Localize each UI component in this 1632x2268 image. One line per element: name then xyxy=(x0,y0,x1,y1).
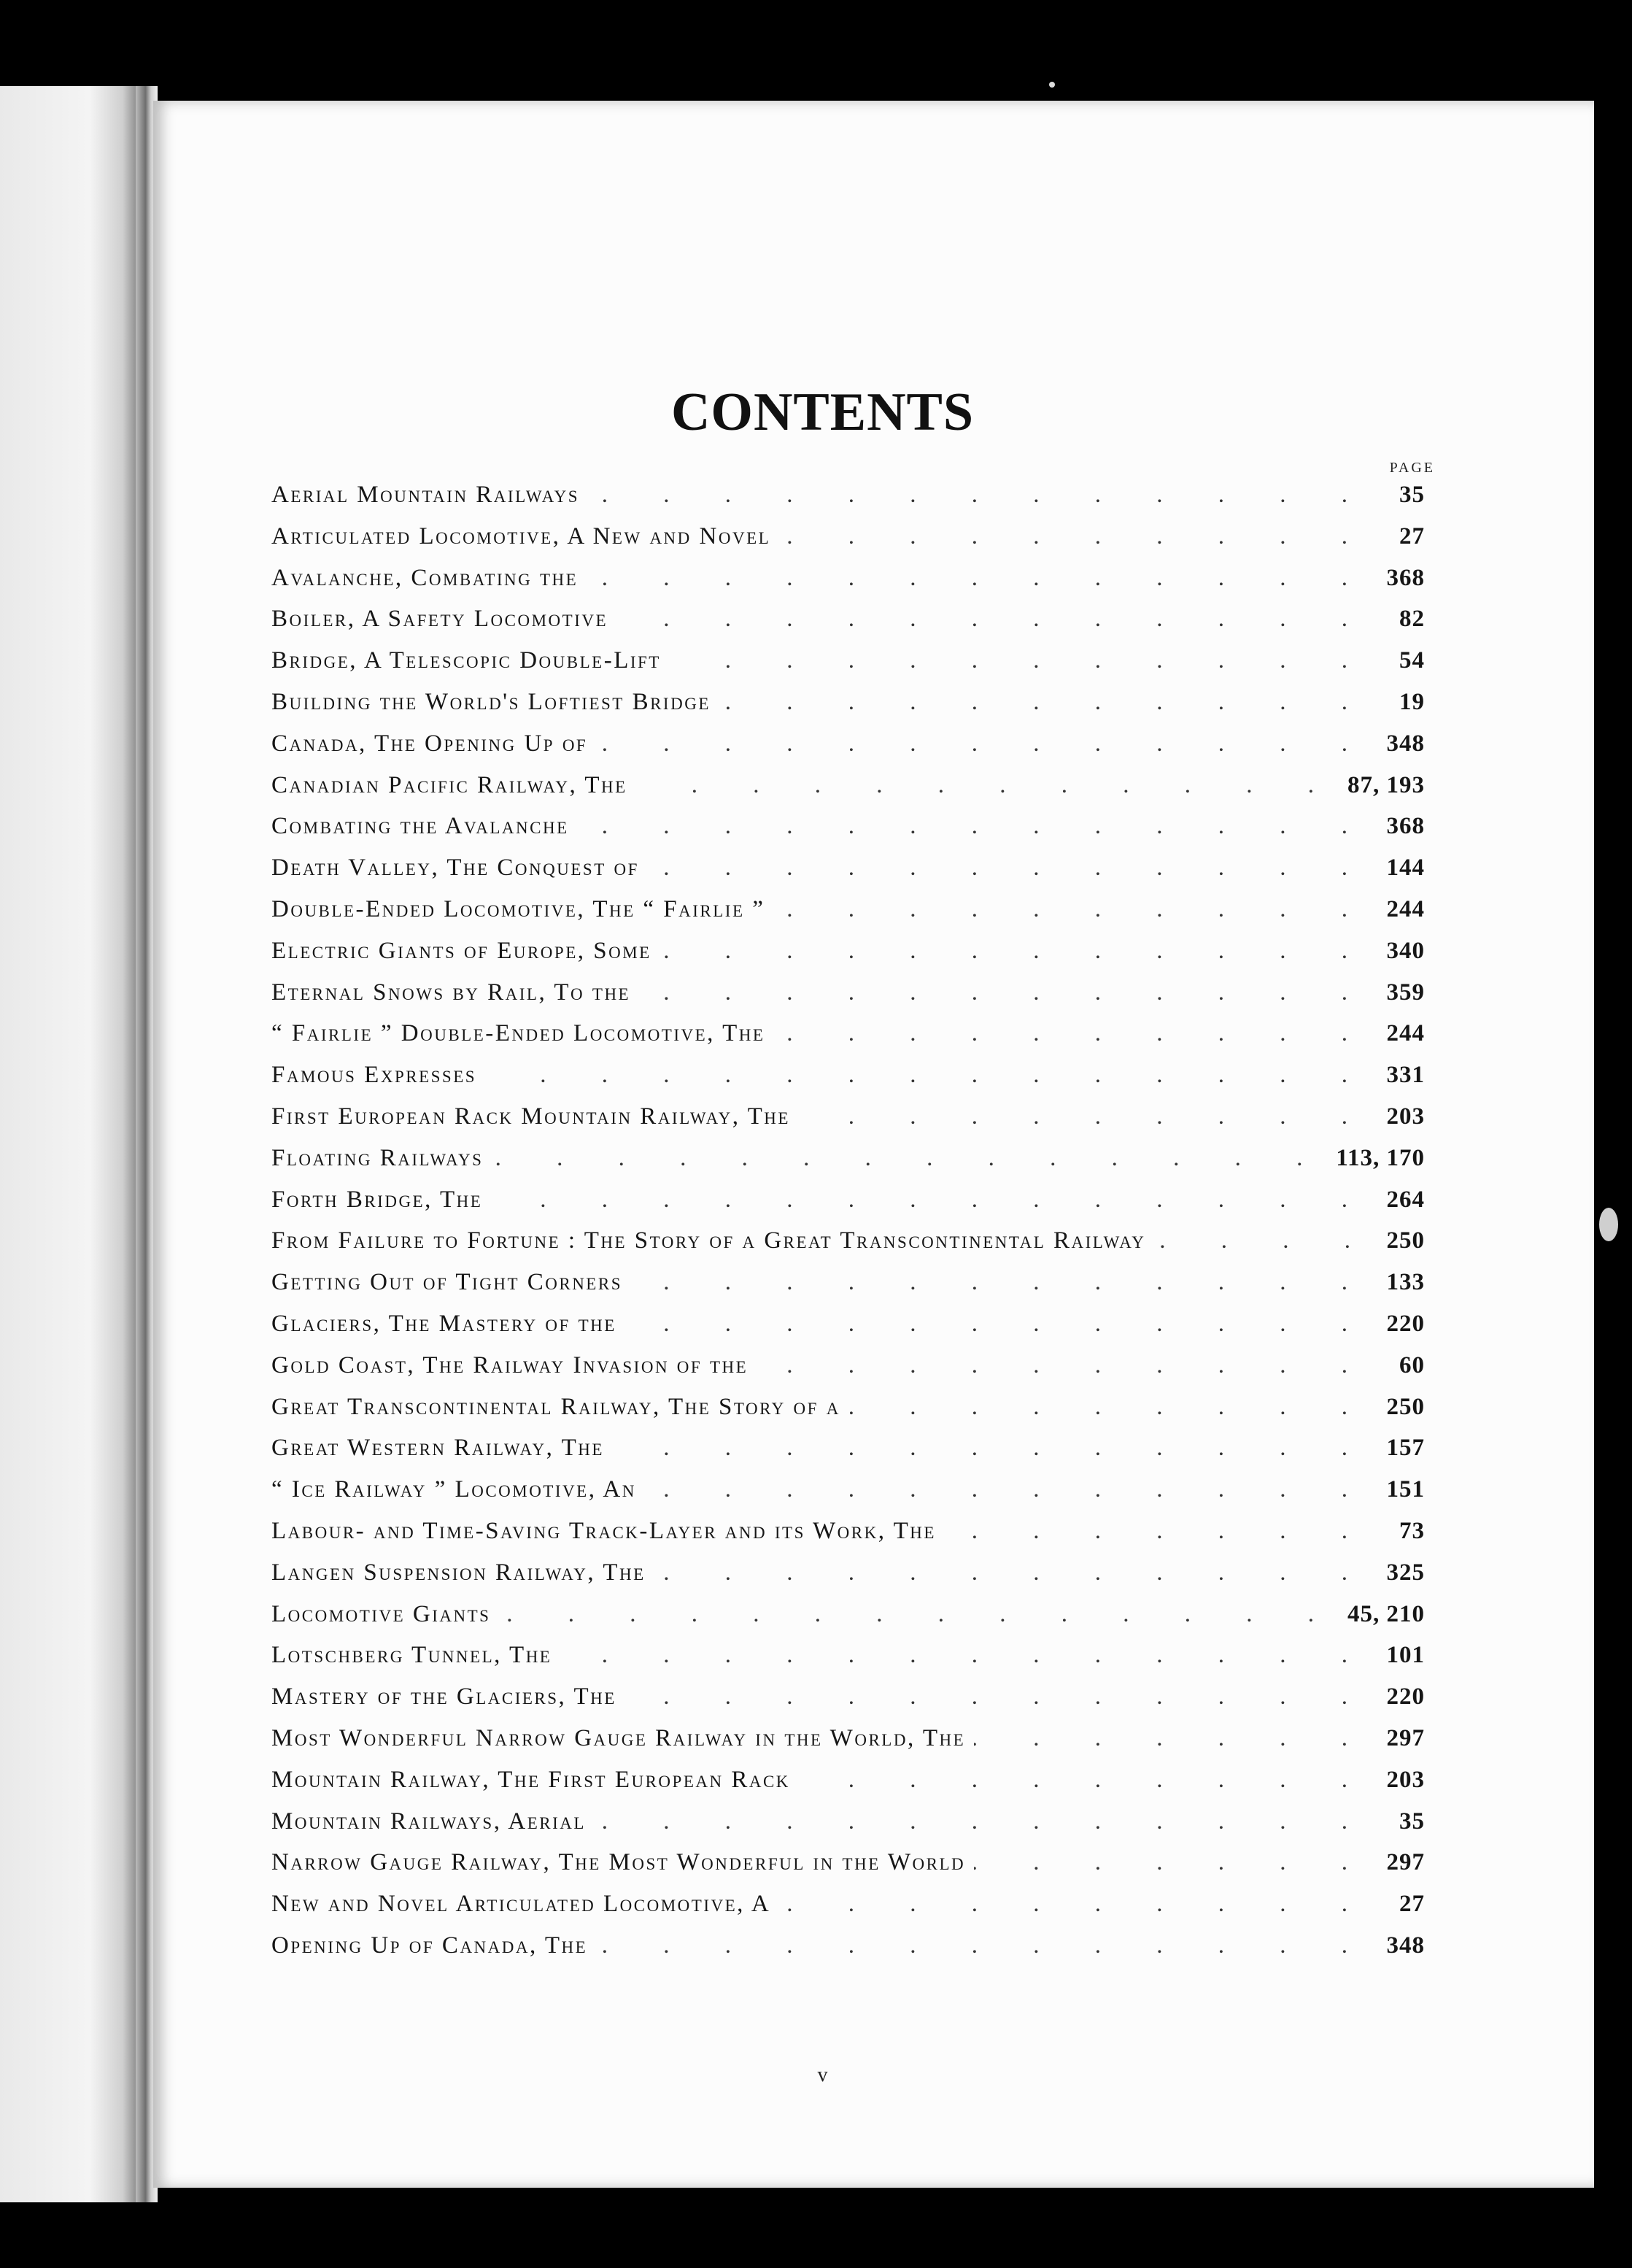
entry-title: From Failure to Fortune : The Story of a Great Transcontinental Railway xyxy=(271,1227,1146,1254)
page-number: 250 xyxy=(1386,1227,1425,1254)
dot-leader xyxy=(670,647,1372,674)
page-number: 368 xyxy=(1386,813,1425,840)
dot-leader xyxy=(779,1891,1372,1918)
entry-title: Boiler, A Safety Locomotive xyxy=(271,606,608,633)
list-item[interactable] xyxy=(271,1642,1425,1683)
list-item[interactable] xyxy=(271,1352,1425,1394)
entry-title: Forth Bridge, The xyxy=(271,1186,483,1213)
page-number: 264 xyxy=(1386,1186,1425,1213)
entry-title: Electric Giants of Europe, Some xyxy=(271,937,651,964)
list-item[interactable] xyxy=(271,1849,1425,1891)
list-item[interactable] xyxy=(271,523,1425,565)
dot-leader xyxy=(945,1518,1372,1545)
list-item[interactable] xyxy=(271,1767,1425,1808)
entry-title: Aerial Mountain Railways xyxy=(271,482,579,508)
dot-leader xyxy=(625,1311,1372,1338)
page-number: 35 xyxy=(1399,482,1425,508)
page-number: 144 xyxy=(1386,855,1425,882)
page-number: 297 xyxy=(1386,1849,1425,1876)
list-item[interactable] xyxy=(271,482,1425,523)
dot-leader xyxy=(491,1187,1372,1214)
page-number: 35 xyxy=(1399,1808,1425,1835)
page-number: 203 xyxy=(1386,1103,1425,1130)
page-number: 340 xyxy=(1386,937,1425,964)
entry-title: Getting Out of Tight Corners xyxy=(271,1269,622,1296)
entry-title: “ Ice Railway ” Locomotive, An xyxy=(271,1476,636,1503)
list-item[interactable] xyxy=(271,896,1425,938)
list-item[interactable] xyxy=(271,1311,1425,1352)
page-number: 73 xyxy=(1399,1517,1425,1544)
entry-title: Double-Ended Locomotive, The “ Fairlie ” xyxy=(271,895,765,922)
page-number: 151 xyxy=(1386,1476,1425,1503)
entry-title: Lotschberg Tunnel, The xyxy=(271,1642,552,1669)
page-number: 82 xyxy=(1399,606,1425,633)
page-number: 101 xyxy=(1386,1642,1425,1669)
entry-title: Langen Suspension Railway, The xyxy=(271,1559,646,1586)
page-number: 331 xyxy=(1386,1062,1425,1089)
page-number: 113, 170 xyxy=(1336,1144,1425,1171)
dot-leader xyxy=(492,1145,1327,1172)
dot-leader xyxy=(560,1642,1372,1669)
entry-title: Articulated Locomotive, A New and Novel xyxy=(271,522,771,549)
list-item[interactable] xyxy=(271,1559,1425,1601)
list-item[interactable] xyxy=(271,730,1425,772)
page-number: 60 xyxy=(1399,1351,1425,1378)
page-number: 244 xyxy=(1386,895,1425,922)
dot-leader xyxy=(578,813,1372,840)
dot-leader xyxy=(596,730,1372,757)
page-number: 348 xyxy=(1386,730,1425,757)
entry-title: Gold Coast, The Railway Invasion of the xyxy=(271,1351,749,1378)
entry-title: Canada, The Opening Up of xyxy=(271,730,588,757)
scan-speck xyxy=(1049,82,1055,88)
list-item[interactable] xyxy=(271,855,1425,896)
dot-leader xyxy=(974,1725,1372,1752)
entry-title: Narrow Gauge Railway, The Most Wonderful in the World xyxy=(271,1849,966,1876)
dot-leader xyxy=(799,1103,1372,1130)
list-item[interactable] xyxy=(271,1683,1425,1725)
dot-leader xyxy=(639,979,1372,1006)
list-item[interactable] xyxy=(271,689,1425,730)
page-number: 87, 193 xyxy=(1347,771,1425,798)
dot-leader xyxy=(595,1808,1372,1835)
dot-leader xyxy=(485,1062,1372,1089)
list-item[interactable] xyxy=(271,1476,1425,1518)
list-item[interactable] xyxy=(271,1932,1425,1974)
page-number: 220 xyxy=(1386,1310,1425,1337)
entry-title: Avalanche, Combating the xyxy=(271,564,579,591)
list-item[interactable] xyxy=(271,813,1425,855)
list-item[interactable] xyxy=(271,565,1425,606)
entry-title: First European Rack Mountain Railway, The xyxy=(271,1103,790,1130)
dot-leader xyxy=(613,1435,1372,1462)
dot-leader xyxy=(799,1767,1372,1794)
list-item[interactable] xyxy=(271,1062,1425,1103)
page-number: 250 xyxy=(1386,1393,1425,1420)
entry-title: Mountain Railways, Aerial xyxy=(271,1808,586,1835)
entry-title: Great Western Railway, The xyxy=(271,1435,604,1462)
dot-leader xyxy=(596,1932,1372,1959)
page-number: 348 xyxy=(1386,1932,1425,1959)
entry-title: Labour- and Time-Saving Track-Layer and its Work, The xyxy=(271,1517,936,1544)
entry-title: Most Wonderful Narrow Gauge Railway in the World, The xyxy=(271,1724,966,1751)
page-number: 244 xyxy=(1386,1020,1425,1047)
entry-title: Canadian Pacific Railway, The xyxy=(271,771,627,798)
dot-leader xyxy=(779,523,1372,550)
dot-leader xyxy=(660,938,1372,965)
dot-leader xyxy=(654,1559,1372,1586)
entry-title: Mountain Railway, The First European Rack xyxy=(271,1766,790,1793)
dot-leader xyxy=(719,689,1372,716)
entry-title: Glaciers, The Mastery of the xyxy=(271,1310,616,1337)
list-item[interactable] xyxy=(271,1145,1425,1187)
page-number: 45, 210 xyxy=(1347,1600,1425,1627)
page-number: 19 xyxy=(1399,688,1425,715)
dot-leader xyxy=(587,565,1372,592)
dot-leader xyxy=(636,772,1339,799)
page-number: 27 xyxy=(1399,1891,1425,1918)
list-item[interactable] xyxy=(271,1227,1425,1269)
scan-speck xyxy=(1599,1208,1618,1241)
page-folio: v xyxy=(817,2064,828,2086)
list-item[interactable] xyxy=(271,1187,1425,1228)
page-number: 203 xyxy=(1386,1766,1425,1793)
page-number: 54 xyxy=(1399,647,1425,674)
dot-leader xyxy=(588,482,1372,509)
list-item[interactable] xyxy=(271,1808,1425,1850)
entry-title: Floating Railways xyxy=(271,1144,484,1171)
entry-title: Building the World's Loftiest Bridge xyxy=(271,688,711,715)
entry-title: Eternal Snows by Rail, To the xyxy=(271,979,631,1006)
dot-leader xyxy=(773,896,1372,923)
list-item[interactable] xyxy=(271,979,1425,1021)
page-number: 220 xyxy=(1386,1683,1425,1710)
list-item[interactable] xyxy=(271,1518,1425,1559)
entry-title: Combating the Avalanche xyxy=(271,813,569,840)
dot-leader xyxy=(974,1849,1372,1876)
dot-leader xyxy=(645,1476,1372,1503)
entry-title: Famous Expresses xyxy=(271,1062,477,1089)
dot-leader xyxy=(499,1601,1339,1628)
list-item[interactable] xyxy=(271,647,1425,689)
entry-title: Great Transcontinental Railway, The Story of a xyxy=(271,1393,840,1420)
page-number: 368 xyxy=(1386,564,1425,591)
list-item[interactable] xyxy=(271,1103,1425,1145)
page-number: 27 xyxy=(1399,522,1425,549)
page-title: CONTENTS xyxy=(670,382,975,442)
dot-leader xyxy=(757,1352,1372,1379)
page-number: 325 xyxy=(1386,1559,1425,1586)
list-item[interactable] xyxy=(271,1725,1425,1767)
list-item[interactable] xyxy=(271,772,1425,814)
entry-title: Bridge, A Telescopic Double-Lift xyxy=(271,647,661,674)
dot-leader xyxy=(1151,1227,1375,1254)
list-item[interactable] xyxy=(271,1601,1425,1643)
entry-title: New and Novel Articulated Locomotive, A xyxy=(271,1891,771,1918)
entry-title: “ Fairlie ” Double-Ended Locomotive, The xyxy=(271,1020,765,1047)
list-item[interactable] xyxy=(271,1020,1425,1062)
entry-title: Opening Up of Canada, The xyxy=(271,1932,588,1959)
entry-title: Mastery of the Glaciers, The xyxy=(271,1683,616,1710)
list-item[interactable] xyxy=(271,1394,1425,1435)
dot-leader xyxy=(773,1020,1372,1047)
dot-leader xyxy=(625,1683,1372,1710)
page-number: 133 xyxy=(1386,1269,1425,1296)
list-item[interactable] xyxy=(271,1891,1425,1932)
contents-list xyxy=(271,482,1425,1974)
dot-leader xyxy=(849,1394,1372,1421)
page-number: 297 xyxy=(1386,1724,1425,1751)
dot-leader xyxy=(648,855,1372,882)
dot-leader xyxy=(631,1269,1372,1296)
list-item[interactable] xyxy=(271,606,1425,647)
contents-page xyxy=(153,101,1594,2188)
page-number: 157 xyxy=(1386,1435,1425,1462)
dot-leader xyxy=(616,606,1372,633)
list-item[interactable] xyxy=(271,938,1425,979)
page-column-label: PAGE xyxy=(1389,460,1435,476)
page-number: 359 xyxy=(1386,979,1425,1006)
entry-title: Death Valley, The Conquest of xyxy=(271,855,639,882)
list-item[interactable] xyxy=(271,1269,1425,1311)
list-item[interactable] xyxy=(271,1435,1425,1476)
entry-title: Locomotive Giants xyxy=(271,1600,491,1627)
